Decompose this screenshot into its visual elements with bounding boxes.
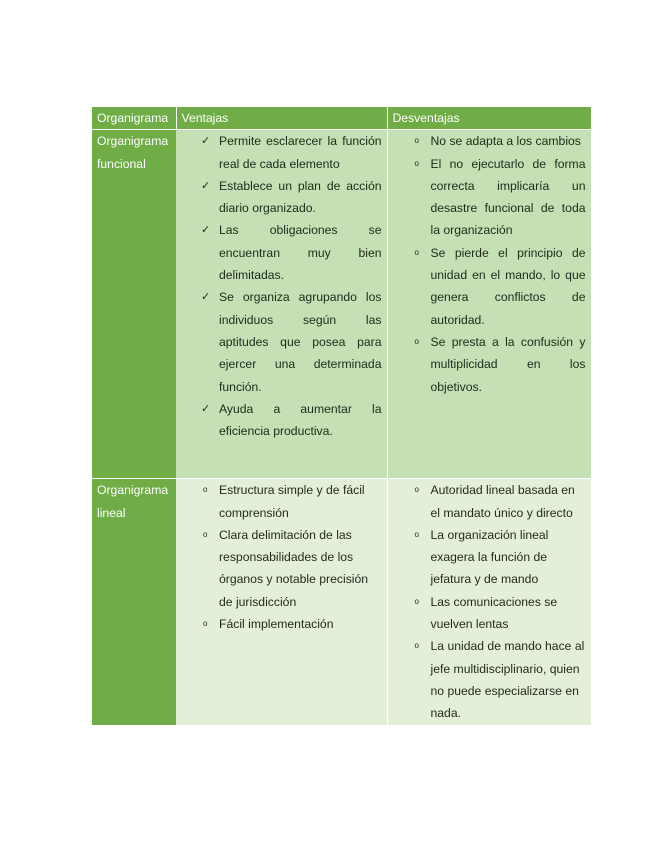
checkmark-icon: ✓ xyxy=(201,291,211,304)
desventajas-list xyxy=(393,479,586,724)
circle-bullet-icon: o xyxy=(414,529,419,539)
circle-bullet-icon: o xyxy=(203,619,208,629)
list-item: o El no ejecutarlo de forma correcta implicaría un desastre funcional de toda la organización xyxy=(393,153,586,242)
header-row xyxy=(92,107,591,130)
table-row xyxy=(92,479,591,725)
desventajas-cell xyxy=(387,130,591,479)
list-item: ✓ Se organiza agrupando los individuos según las aptitudes que posea para ejercer una determinada función. xyxy=(181,286,382,397)
list-item: o Clara delimitación de las responsabilidades de los órganos y notable precisión de jurisdicción xyxy=(181,524,382,613)
circle-bullet-icon: o xyxy=(203,485,208,495)
circle-bullet-icon: o xyxy=(414,247,419,257)
circle-bullet-icon: o xyxy=(414,596,419,606)
circle-bullet-icon: o xyxy=(414,485,419,495)
list-item: o No se adapta a los cambios xyxy=(393,130,586,152)
circle-bullet-icon: o xyxy=(414,136,419,146)
list-item: o Se presta a la confusión y multiplicidad en los objetivos. xyxy=(393,331,586,398)
circle-bullet-icon: o xyxy=(414,641,419,651)
list-item: o La organización lineal exagera la función de jefatura y de mando xyxy=(393,524,586,591)
circle-bullet-icon: o xyxy=(414,158,419,168)
list-item: o Estructura simple y de fácil comprensión xyxy=(181,479,382,524)
circle-bullet-icon: o xyxy=(414,336,419,346)
list-item: o Autoridad lineal basada en el mandato único y directo xyxy=(393,479,586,524)
checkmark-icon: ✓ xyxy=(201,402,211,415)
comparison-table xyxy=(92,107,592,725)
checkmark-icon: ✓ xyxy=(201,179,211,192)
desventajas-list xyxy=(393,130,586,398)
list-item: ✓ Permite esclarecer la función real de cada elemento xyxy=(181,130,382,175)
circle-bullet-icon: o xyxy=(203,529,208,539)
ventajas-list xyxy=(181,130,382,442)
list-item: o La unidad de mando hace al jefe multidisciplinario, quien no puede especializarse en nada. xyxy=(393,635,586,724)
header-desventajas: Desventajas xyxy=(387,107,591,130)
header-organigrama: Organigrama xyxy=(92,107,176,130)
list-item: ✓ Las obligaciones se encuentran muy bien delimitadas. xyxy=(181,219,382,286)
list-item: ✓ Establece un plan de acción diario organizado. xyxy=(181,175,382,220)
row-label-funcional: Organigrama funcional xyxy=(92,130,176,479)
desventajas-cell xyxy=(387,479,591,725)
ventajas-cell xyxy=(176,479,387,725)
ventajas-list xyxy=(181,479,382,635)
header-ventajas: Ventajas xyxy=(176,107,387,130)
row-label-lineal: Organigrama lineal xyxy=(92,479,176,725)
list-item: o Se pierde el principio de unidad en el mando, lo que genera conflictos de autoridad. xyxy=(393,242,586,331)
list-item: o Fácil implementación xyxy=(181,613,382,635)
table-row xyxy=(92,130,591,479)
ventajas-cell xyxy=(176,130,387,479)
checkmark-icon: ✓ xyxy=(201,135,211,148)
checkmark-icon: ✓ xyxy=(201,224,211,237)
list-item: o Las comunicaciones se vuelven lentas xyxy=(393,591,586,636)
list-item: ✓ Ayuda a aumentar la eficiencia productiva. xyxy=(181,398,382,443)
